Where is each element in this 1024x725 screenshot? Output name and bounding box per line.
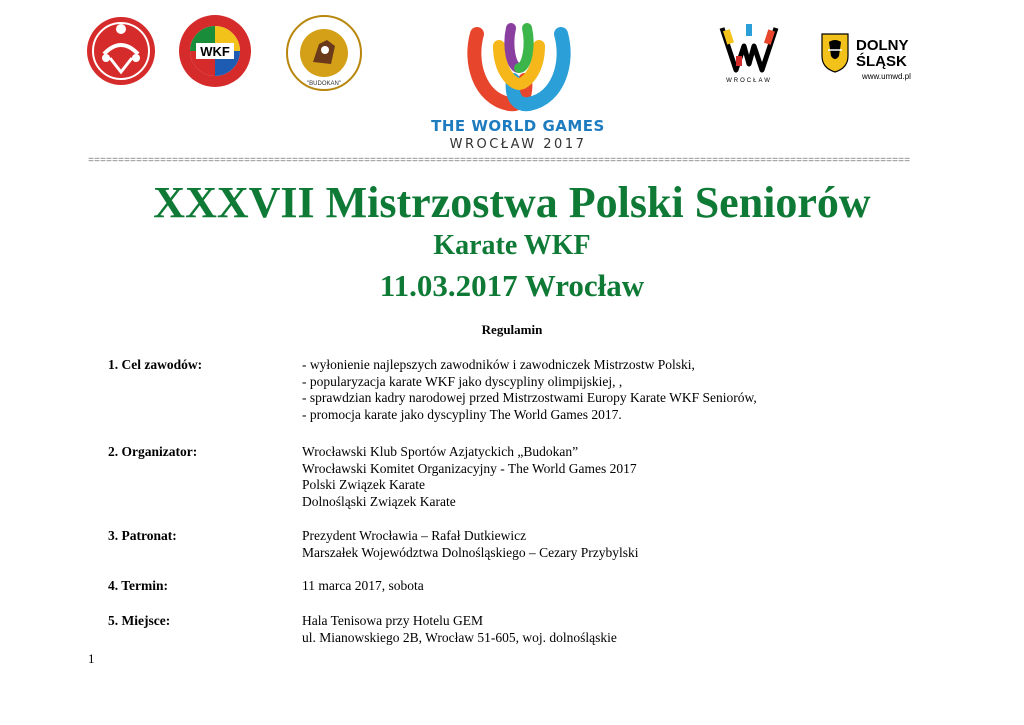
dolny-slask-logo [818, 22, 936, 86]
world-games-title: THE WORLD GAMES [431, 117, 605, 135]
wroclaw-logo-text: WROCŁAW [726, 78, 772, 84]
section-content-goal [302, 357, 757, 423]
section-label-organizer: 2. Organizator: [108, 444, 198, 459]
section-line: Hala Tenisowa przy Hotelu GEM [302, 613, 484, 628]
regulations-heading: Regulamin [481, 322, 543, 337]
budokan-logo-text: "BUDOKAN" [307, 81, 341, 87]
document-subtitle: Karate WKF [433, 230, 591, 261]
section-label-date: 4. Termin: [108, 578, 169, 593]
section-content-organizer [302, 444, 637, 510]
section-line: Prezydent Wrocławia – Rafał Dutkiewicz [302, 528, 527, 543]
wroclaw-city-logo [716, 20, 782, 86]
event-date-place: 11.03.2017 Wrocław [379, 268, 645, 303]
section-content-venue [302, 613, 617, 646]
section-label-patronage: 3. Patronat: [108, 528, 177, 543]
section-line: - promocja karate jako dyscypliny The World Games 2017. [302, 406, 622, 422]
dolny-logo-url: www.umwd.pl [862, 72, 911, 81]
section-line: - sprawdzian kadry narodowej przed Mistrzostwami Europy Karate WKF Seniorów, [302, 390, 757, 405]
budokan-club-logo [285, 14, 363, 92]
wkf-federation-logo [178, 14, 252, 88]
page-number: 1 [88, 651, 95, 666]
document-title: XXXVII Mistrzostwa Polski Seniorów [153, 178, 871, 227]
wkf-logo-text: WKF [200, 44, 230, 59]
section-line: 11 marca 2017, sobota [302, 578, 424, 593]
dolny-logo-line2: ŚLĄSK [856, 53, 907, 70]
section-line: Wrocławski Klub Sportów Azjatyckich „Budokan” [302, 444, 579, 459]
karate-club-logo [86, 14, 156, 88]
section-content-date [302, 578, 424, 595]
section-line: Polski Związek Karate [302, 477, 425, 492]
section-line: ul. Mianowskiego 2B, Wrocław 51-605, woj. dolnośląskie [302, 629, 617, 645]
section-line: - wyłonienie najlepszych zawodników i zawodniczek Mistrzostw Polski, [302, 357, 695, 372]
separator-line: ========================================================================================================================================= [88, 157, 911, 167]
section-line: Dolnośląski Związek Karate [302, 493, 456, 509]
section-content-patronage [302, 528, 638, 561]
section-label-venue: 5. Miejsce: [108, 613, 171, 628]
section-line: Wrocławski Komitet Organizacyjny - The World Games 2017 [302, 460, 637, 476]
dolny-logo-line1: DOLNY [856, 37, 909, 54]
section-line: - popularyzacja karate WKF jako dyscypliny olimpijskiej, , [302, 373, 623, 389]
world-games-subtitle: WROCŁAW 2017 [449, 137, 587, 152]
section-label-goal: 1. Cel zawodów: [108, 357, 203, 372]
world-games-logo [463, 16, 575, 112]
section-line: Marszałek Województwa Dolnośląskiego – Cezary Przybylski [302, 544, 639, 560]
